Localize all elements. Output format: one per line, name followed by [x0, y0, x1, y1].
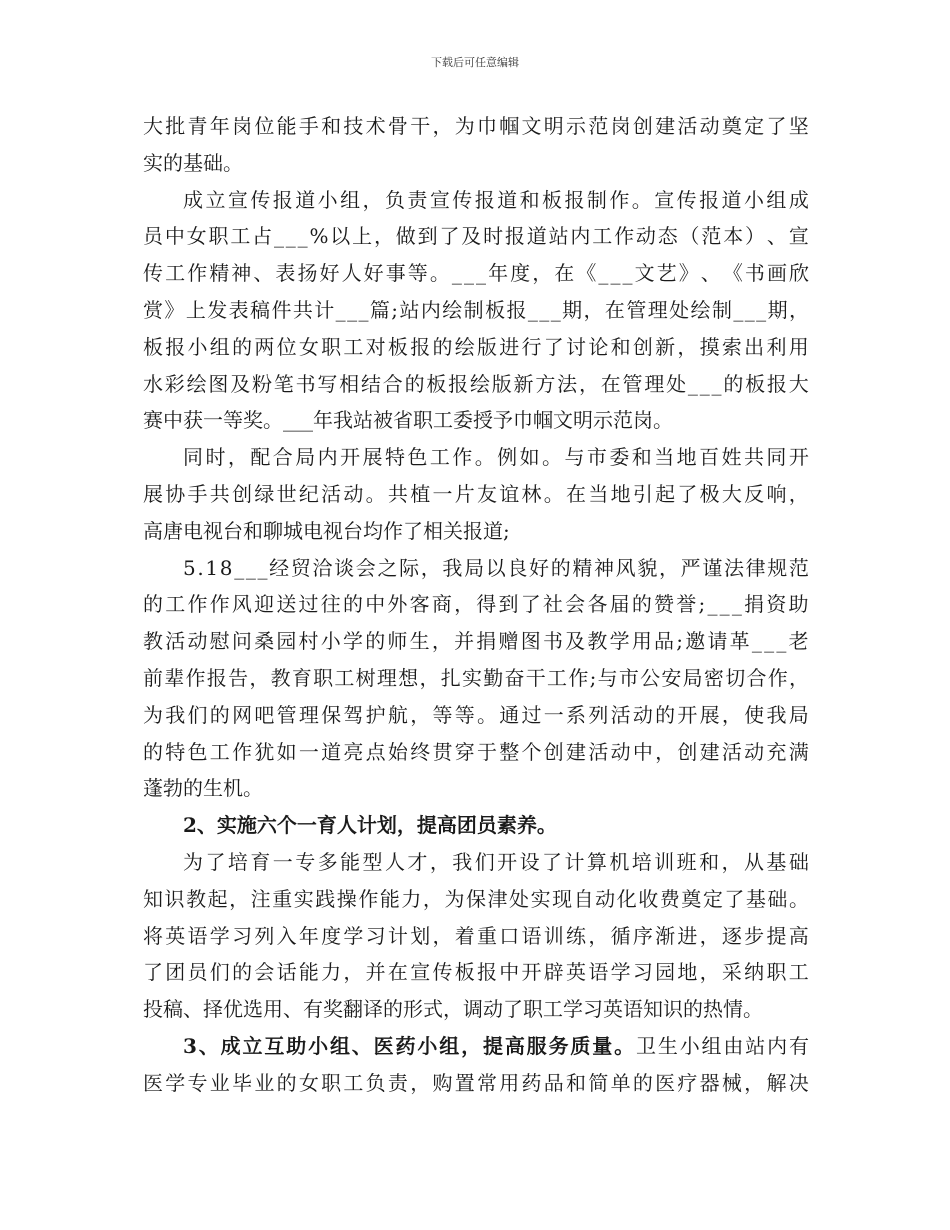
text-line: 高 唐 电 视 台 和 聊 城 电 视 台 均 作 了 相 关 报 道 ; — [143, 518, 510, 543]
text-line: 3 、 成 立 互 助 小 组 、 医 药 小 组 ， 提 高 服 务 质 量 。 卫 生 小 组 由 站 内 有 — [183, 1033, 809, 1058]
page-header: 下载后可任意编辑 — [431, 56, 519, 69]
text-line: 展 协 手 共 创 绿 世 纪 活 动 。 共 植 一 片 友 谊 林 。 在 当 地 引 起 了 极 大 反 响 ， — [143, 481, 809, 506]
text-line: 蓬 勃 的 生 机 。 — [143, 776, 263, 801]
document-body — [143, 108, 809, 1102]
text-line: 教 活 动 慰 问 桑 园 村 小 学 的 师 生 ， 并 捐 赠 图 书 及 教 学 用 品 ; 邀 请 革 _ _ _ 老 — [143, 629, 809, 654]
text-line: 赛 中 获 一 等 奖 。 _ _ _ 年 我 站 被 省 职 工 委 授 予 巾 帼 文 明 示 范 岗 。 — [143, 408, 673, 433]
text-line: 传 工 作 精 神 、 表 扬 好 人 好 事 等 。 _ _ _ 年 度 ， 在 《 _ _ _ 文 艺 》 、 《 书 画 欣 — [143, 261, 809, 286]
text-line: 板 报 小 组 的 两 位 女 职 工 对 板 报 的 绘 版 进 行 了 讨 论 和 创 新 ， 摸 索 出 利 用 — [143, 334, 809, 359]
text-line: 前 辈 作 报 告 ， 教 育 职 工 树 理 想 ， 扎 实 勤 奋 干 工 作 ; 与 市 公 安 局 密 切 合 作 ， — [143, 665, 809, 690]
text-line: 员 中 女 职 工 占 _ _ _ % 以 上 ， 做 到 了 及 时 报 道 站 内 工 作 动 态 （ 范 本 ） 、 宣 — [143, 224, 809, 249]
text-line: 医 学 专 业 毕 业 的 女 职 工 负 责 ， 购 置 常 用 药 品 和 简 单 的 医 疗 器 械 ， 解 决 — [143, 1070, 809, 1095]
text-line: 赏 》 上 发 表 稿 件 共 计 _ _ _ 篇 ; 站 内 绘 制 板 报 _ _ _ 期 ， 在 管 理 处 绘 制 _ _ _ 期 ， — [143, 297, 809, 322]
text-line: 的 特 色 工 作 犹 如 一 道 亮 点 始 终 贯 穿 于 整 个 创 建 活 动 中 ， 创 建 活 动 充 满 — [143, 739, 809, 764]
text-line: 5 . 1 8 _ _ _ 经 贸 洽 谈 会 之 际 ， 我 局 以 良 好 的 精 神 风 貌 ， 严 谨 法 律 规 范 — [183, 555, 809, 580]
text-line: 投 稿 、 择 优 选 用 、 有 奖 翻 译 的 形 式 ， 调 动 了 职 工 学 习 英 语 知 识 的 热 情 。 — [143, 997, 763, 1022]
text-line: 知 识 教 起 ， 注 重 实 践 操 作 能 力 ， 为 保 津 处 实 现 自 动 化 收 费 奠 定 了 基 础 。 — [143, 886, 809, 911]
text-line: 的 工 作 作 风 迎 送 过 往 的 中 外 客 商 ， 得 到 了 社 会 各 届 的 赞 誉 ; _ _ _ 捐 资 助 — [143, 592, 809, 617]
text-line: 将 英 语 学 习 列 入 年 度 学 习 计 划 ， 着 重 口 语 训 练 ， 循 序 渐 进 ， 逐 步 提 高 — [143, 923, 809, 948]
text-line: 为 我 们 的 网 吧 管 理 保 驾 护 航 ， 等 等 。 通 过 一 系 列 活 动 的 开 展 ， 使 我 局 — [143, 702, 809, 727]
text-line: 了 团 员 们 的 会 话 能 力 ， 并 在 宣 传 板 报 中 开 辟 英 语 学 习 园 地 ， 采 纳 职 工 — [143, 960, 809, 985]
text-line: 为 了 培 育 一 专 多 能 型 人 才 ， 我 们 开 设 了 计 算 机 培 训 班 和 ， 从 基 础 — [183, 849, 809, 874]
text-line: 成 立 宣 传 报 道 小 组 ， 负 责 宣 传 报 道 和 板 报 制 作 。 宣 传 报 道 小 组 成 — [183, 187, 809, 212]
text-line: 同 时 ， 配 合 局 内 开 展 特 色 工 作 。 例 如 。 与 市 委 和 当 地 百 姓 共 同 开 — [183, 445, 809, 470]
text-line: 2 、 实 施 六 个 一 育 人 计 划 ， 提 高 团 员 素 养 。 — [183, 813, 557, 838]
text-line: 水 彩 绘 图 及 粉 笔 书 写 相 结 合 的 板 报 绘 版 新 方 法 ， 在 管 理 处 _ _ _ 的 板 报 大 — [143, 371, 809, 396]
text-line: 大 批 青 年 岗 位 能 手 和 技 术 骨 干 ， 为 巾 帼 文 明 示 范 岗 创 建 活 动 奠 定 了 坚 — [143, 114, 809, 138]
text-line: 实 的 基 础 。 — [143, 150, 243, 175]
